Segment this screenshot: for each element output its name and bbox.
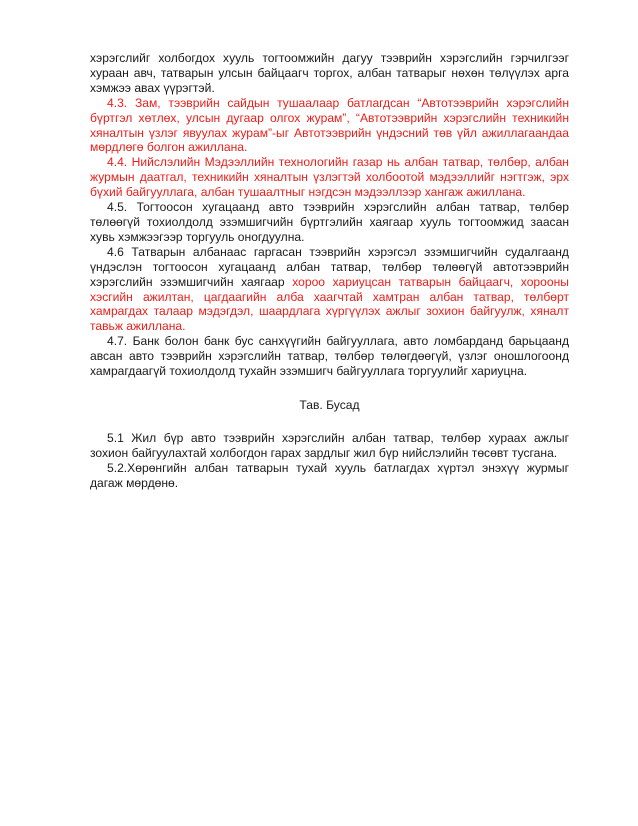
paragraph-4-6 bbox=[90, 245, 569, 334]
paragraph-4-3: 4.3. Зам, тээврийн сайдын тушаалаар батлагдсан “Автотээврийн хэрэгслийн бүртгэл хөтлөх, улсын дугаар олгох журам”, “Автотээврийн хэрэгслийн техникийн хяналтын үзлэг явуулах журам”-ыг Автотээврийн үндэсний төв үйл ажиллагаандаа мөрдлөгө болгон ажиллана. bbox=[90, 95, 569, 155]
paragraph-continuation: хэрэгслийг холбогдох хууль тогтоомжийн дагуу тээврийн хэрэгслийн гэрчилгээг хураан авч, татварын улсын байцаагч торгох, албан татварыг нөхөн төлүүлэх арга хэмжээ авах үүрэгтэй. bbox=[90, 51, 569, 95]
paragraph-4-7: 4.7. Банк болон банк бус санхүүгийн байгууллага, авто ломбарданд барьцаанд авсан авто тээврийн хэрэгслийн татвар, төлбөр төлөгдөөгүй, үзлэг оношлогоонд хамрагдаагүй тохиолдолд тухайн эзэмшигч байгууллага торгуулийг хариуцна. bbox=[90, 334, 569, 379]
paragraph-4-4: 4.4. Нийслэлийн Мэдээллийн технологийн газар нь албан татвар, төлбөр, албан журмын даатгал, техникийн хяналтын үзлэгтэй холбоотой мэдээллийг нэгтгэж, эрх бүхий байгууллага, албан тушаалтныг нэгдсэн мэдээллээр хангаж ажиллана. bbox=[90, 155, 569, 200]
section-title: Тав. Бусад bbox=[299, 397, 360, 412]
paragraph-5-2: 5.2.Хөрөнгийн албан татварын тухай хууль батлагдах хүртэл энэхүү журмыг дагаж мөрдөнө. bbox=[90, 460, 569, 490]
paragraph-4-5: 4.5. Тогтоосон хугацаанд авто тээврийн хэрэгслийн албан татвар, төлбөр төлөөгүй тохиолдолд эзэмшигчийн бүртгэлийн хаягаар хууль тогтоомжид заасан хувь хэмжээгээр торгууль оногдуулна. bbox=[90, 200, 569, 244]
document-body bbox=[90, 51, 569, 490]
paragraph-5-1: 5.1 Жил бүр авто тээврийн хэрэгслийн албан татвар, төлбөр хураах ажлыг зохион байгуулахтай холбогдон гарах зардлыг жил бүр нийслэлийн төсөвт тусгана. bbox=[90, 430, 569, 460]
paragraph-4-6-highlight: хороо хариуцсан татварын байцаагч, хорооны хэсгийн ажилтан, цагдаагийн алба хаагчтай хамтран албан татвар, төлбөрт хамрагдах талаар мэдэгдэл, шаардлага хүргүүлэх ажлыг зохион байгуулж, хяналт тавьж ажиллана. bbox=[90, 274, 569, 334]
paragraph-4-6-text: 4.6 Татварын албанаас гаргасан тээврийн хэрэгсэл эзэмшигчийн судалгаанд үндэслэн тогтоосон хугацаанд албан татвар, төлбөр төлөөгүй автотээврийн хэрэгслийн эзэмшигчийн хаягаар bbox=[90, 244, 569, 289]
